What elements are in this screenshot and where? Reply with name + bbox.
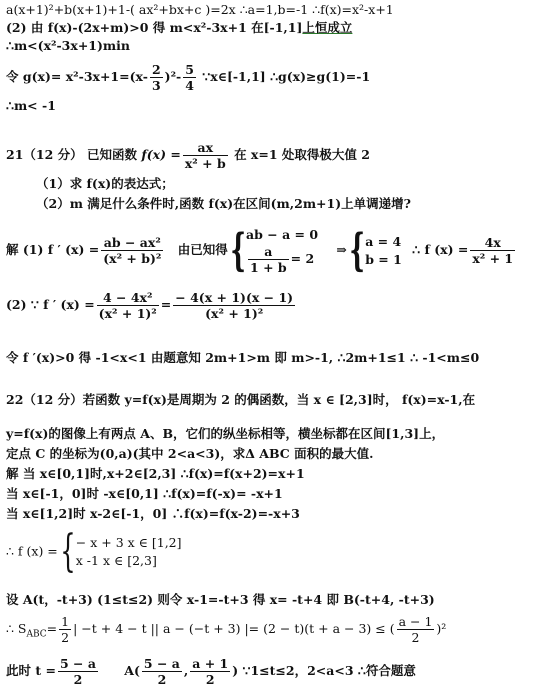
frac-fprime: $\frac{\text{ab − ax²}}{\text{(x² + b)²}}$ — [103, 235, 162, 266]
frac-two-thirds: $\frac{2}{3}$ — [151, 62, 161, 93]
q22-sol-b: 当 x∈[-1，0]时 -x∈[0,1] ∴f(x)=f(-x)= -x+1 — [6, 486, 283, 501]
line-4: ∴m< -1 — [6, 98, 56, 113]
q22-b: y=f(x)的图像上有两点 A、B，它们的纵坐标相等，横坐标都在区间[1,3]上， — [6, 426, 445, 441]
line-1: (2) 由 f(x)-(2x+m)>0 得 m<x²-3x+1 在[-1,1]上恒成立 — [6, 20, 353, 35]
frac-a-minus-1: $\frac{a - 1}{2}$ — [398, 614, 433, 645]
brace-left: { — [349, 224, 365, 276]
line-0: a(x+1)²+b(x+1)+1-( ax²+bx+c )=2x ∴a=1,b=-1 ∴f(x)=x²-x+1 — [6, 2, 394, 17]
q22-c: 定点 C 的坐标为(0,a)(其中 2<a<3)，求Δ ABC 面积的最大值. — [6, 446, 374, 461]
frac-d1: $\frac{\text{4 − 4x²}}{\text{(x² + 1)²}}$ — [98, 290, 157, 321]
q21-part1: （1）求 f(x)的表达式； — [36, 176, 174, 191]
frac-half: $\frac{1}{2}$ — [61, 614, 70, 645]
line-2: ∴m<(x²-3x+1)min — [6, 38, 130, 53]
area-line: ∴ $S_{ABC}=$ $\frac{1}{2}$ | −t + 4 − t || a − (−t + 3) |= (2 − t)(t + a − 3) ≤ ( $\frac{a - 1}{2}$ )² — [6, 614, 447, 645]
brace-left: { — [60, 526, 76, 577]
frac-a-over: $\frac{a}{1 + b}$ — [250, 244, 287, 275]
last-line: 此时 t = $\frac{5 - a}{2}$ A( $\frac{5 - a}{2}$ , $\frac{a + 1}{2}$ ) ∵1≤t≤2，2<a<3 ∴符合题意 — [6, 656, 416, 687]
q21-part2: （2）m 满足什么条件时,函数 f(x)在区间(m,2m+1)上单调递增? — [36, 196, 411, 211]
frac-ax-coord: $\frac{5 - a}{2}$ — [143, 656, 180, 687]
frac-ay-coord: $\frac{a + 1}{2}$ — [192, 656, 229, 687]
q21-sol3: 令 f ′(x)>0 得 -1<x<1 由题意知 2m+1>m 即 m>-1, ∴2m+1≤1 ∴ -1<m≤0 — [6, 350, 480, 365]
q22-sol-c: 当 x∈[1,2]时 x-2∈[-1，0] ∴f(x)=f(x-2)=-x+3 — [6, 506, 300, 521]
line-3: 令 g(x)= x²-3x+1=(x- $\frac{2}{3}$ )²- $\frac{5}{4}$ ∵x∈[-1,1] ∴g(x)≥g(1)=-1 — [6, 62, 371, 93]
q22-a: 22（12 分）若函数 y=f(x)是周期为 2 的偶函数，当 x ∈ [2,3]时， f(x)=x-1,在 — [6, 392, 476, 407]
q21-title: 21（12 分） 已知函数 f(x) = $\frac{ax}{\text{x² + b}}$ 在 x=1 处取得极大值 2 — [6, 140, 370, 171]
q21-sol2: (2) ∵ f ′ (x) = $\frac{\text{4 − 4x²}}{\text{(x² + 1)²}}$ = $\frac{- 4(x + 1)(x - 1)}{\text{(x² + 1)²}}$ — [6, 290, 294, 321]
frac-five-fourths: $\frac{5}{4}$ — [185, 62, 194, 93]
frac-result: $\frac{4x}{\text{x² + 1}}$ — [472, 235, 514, 266]
q22-sol-d: 设 A(t，-t+3) (1≤t≤2) 则令 x-1=-t+3 得 x= -t+4 即 B(-t+4, -t+3) — [6, 592, 435, 607]
q22-sol-a: 解 当 x∈[0,1]时,x+2∈[2,3] ∴f(x)=f(x+2)=x+1 — [6, 466, 305, 481]
brace-left: { — [230, 224, 246, 276]
q21-sol1: 解 (1) f ′ (x) = $\frac{\text{ab − ax²}}{\text{(x² + b)²}}$ 由已知得{ ab − a = 0 $\frac{a}{1 + b}$ = 2 ⇒{ a = 4 b = 1 ∴ f (x) = $\frac{4x}{\text{x² + 1}}$ — [6, 224, 514, 276]
piecewise: ∴ f (x) ={ − x + 3 x ∈ [1,2] x -1 x ∈ [2,3] — [6, 526, 182, 577]
frac-ax: $\frac{ax}{\text{x² + b}}$ — [184, 140, 226, 171]
frac-t: $\frac{5 - a}{2}$ — [59, 656, 96, 687]
frac-d2: $\frac{- 4(x + 1)(x - 1)}{\text{(x² + 1)²}}$ — [175, 290, 294, 321]
